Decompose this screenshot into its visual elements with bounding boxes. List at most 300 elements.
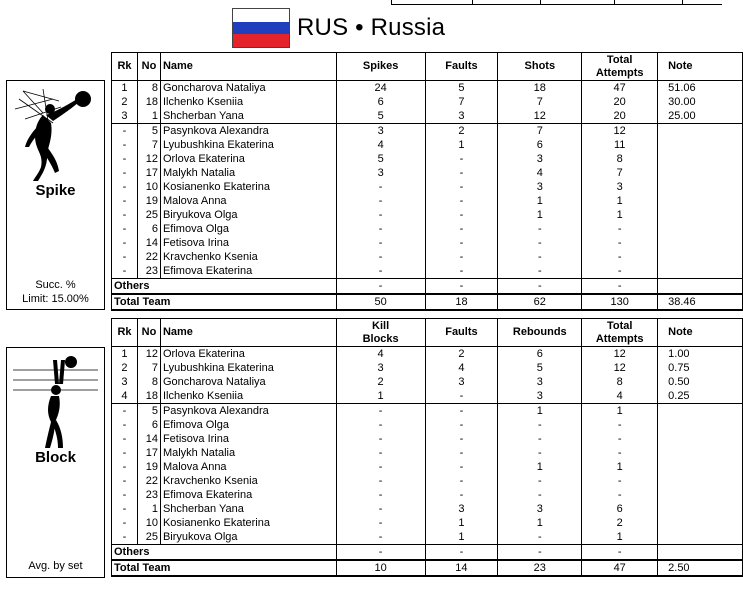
cell-c: 1: [498, 516, 582, 530]
cell-c: -: [498, 432, 582, 446]
cell-rk: 1: [112, 81, 138, 96]
block-avg-label: Avg. by set: [28, 560, 83, 572]
cell-a: 3: [336, 361, 425, 375]
cell-rk: -: [112, 222, 138, 236]
cell-c: -: [498, 250, 582, 264]
cell-b: -: [425, 418, 498, 432]
cell-b: 3: [425, 109, 498, 124]
cell-no: 22: [137, 474, 160, 488]
cell-a: 4: [336, 347, 425, 362]
cell-a: -: [336, 250, 425, 264]
cell-d: 12: [582, 124, 658, 139]
cell-e: [658, 502, 743, 516]
cell-b: -: [425, 545, 498, 561]
flag-stripe-white: [233, 9, 289, 22]
cell-b: -: [425, 432, 498, 446]
cell-c: 7: [498, 95, 582, 109]
cell-e: [658, 236, 743, 250]
cell-c: 3: [498, 152, 582, 166]
cell-a: 24: [336, 81, 425, 96]
cell-e: [658, 404, 743, 419]
cell-no: 6: [137, 418, 160, 432]
col-number-header: No: [137, 53, 160, 81]
table-row: [112, 347, 743, 362]
cell-d: -: [582, 236, 658, 250]
cell-rk: -: [112, 474, 138, 488]
cell-d: -: [582, 545, 658, 561]
col-kill-blocks-header: [336, 319, 425, 347]
cell-a: 1: [336, 389, 425, 404]
cell-e: [658, 180, 743, 194]
col-faults-header: Faults: [425, 319, 498, 347]
cell-rk: -: [112, 208, 138, 222]
cell-name: Orlova Ekaterina: [160, 347, 336, 362]
cell-a: 50: [336, 294, 425, 310]
block-stats-table: [111, 318, 743, 577]
cell-name: Goncharova Nataliya: [160, 81, 336, 96]
cell-b: -: [425, 166, 498, 180]
cell-e: [658, 446, 743, 460]
cell-rk: -: [112, 446, 138, 460]
cell-e: 0.75: [658, 361, 743, 375]
cell-name: Fetisova Irina: [160, 432, 336, 446]
others-row-label: Others: [112, 545, 337, 561]
col-total-attempts-header: [582, 319, 658, 347]
cell-no: 10: [137, 180, 160, 194]
cell-b: -: [425, 389, 498, 404]
cell-d: 8: [582, 152, 658, 166]
col-total-attempts-header: [582, 53, 658, 81]
cell-e: [658, 166, 743, 180]
cell-a: 5: [336, 109, 425, 124]
cell-d: 8: [582, 375, 658, 389]
cell-b: -: [425, 488, 498, 502]
col-rank-header: Rk: [112, 319, 138, 347]
cell-a: 10: [336, 560, 425, 576]
table-row: [112, 264, 743, 279]
cell-d: -: [582, 279, 658, 295]
cell-b: -: [425, 180, 498, 194]
col-total-attempts-line2: Attempts: [595, 332, 644, 345]
cell-c: -: [498, 264, 582, 279]
table-row: [112, 109, 743, 124]
cell-d: 2: [582, 516, 658, 530]
cell-c: 1: [498, 460, 582, 474]
cell-no: 17: [137, 166, 160, 180]
cell-name: Malykh Natalia: [160, 166, 336, 180]
cell-a: 5: [336, 152, 425, 166]
others-row: [112, 545, 743, 561]
cell-rk: -: [112, 138, 138, 152]
cell-a: -: [336, 446, 425, 460]
cell-rk: -: [112, 530, 138, 545]
cell-d: 3: [582, 180, 658, 194]
cell-a: -: [336, 432, 425, 446]
cell-c: 6: [498, 347, 582, 362]
cell-rk: 2: [112, 95, 138, 109]
cell-e: [658, 516, 743, 530]
table-row: [112, 404, 743, 419]
cell-rk: -: [112, 166, 138, 180]
cell-name: Malova Anna: [160, 460, 336, 474]
cell-e: 38.46: [658, 294, 743, 310]
cell-c: -: [498, 446, 582, 460]
cell-c: 3: [498, 389, 582, 404]
flag-stripe-red: [233, 34, 289, 47]
cell-name: Lyubushkina Ekaterina: [160, 138, 336, 152]
cell-b: 5: [425, 81, 498, 96]
cell-d: -: [582, 264, 658, 279]
cell-e: [658, 474, 743, 488]
cell-name: Biryukova Olga: [160, 530, 336, 545]
cell-name: Fetisova Irina: [160, 236, 336, 250]
cell-rk: 2: [112, 361, 138, 375]
total-team-row-label: Total Team: [112, 560, 337, 576]
cell-b: -: [425, 446, 498, 460]
cell-name: Goncharova Nataliya: [160, 375, 336, 389]
block-player-icon: [13, 354, 98, 449]
cell-e: [658, 530, 743, 545]
cell-a: -: [336, 264, 425, 279]
cell-name: Ilchenko Kseniia: [160, 95, 336, 109]
table-row: [112, 138, 743, 152]
table-row: [112, 95, 743, 109]
cell-e: [658, 460, 743, 474]
cell-c: 3: [498, 375, 582, 389]
cell-e: 25.00: [658, 109, 743, 124]
cell-a: -: [336, 460, 425, 474]
cell-no: 7: [137, 138, 160, 152]
cell-d: 47: [582, 560, 658, 576]
cell-c: 6: [498, 138, 582, 152]
table-row: [112, 389, 743, 404]
col-rebounds-header: Rebounds: [498, 319, 582, 347]
cell-name: Pasynkova Alexandra: [160, 404, 336, 419]
cell-b: 7: [425, 95, 498, 109]
cell-c: -: [498, 488, 582, 502]
table-row: [112, 194, 743, 208]
cell-c: -: [498, 418, 582, 432]
cell-no: 25: [137, 208, 160, 222]
cell-no: 19: [137, 460, 160, 474]
cell-d: 1: [582, 530, 658, 545]
cell-c: -: [498, 279, 582, 295]
cell-name: Kravchenko Ksenia: [160, 250, 336, 264]
table-row: [112, 166, 743, 180]
cell-no: 1: [137, 502, 160, 516]
cell-no: 10: [137, 516, 160, 530]
cell-no: 7: [137, 361, 160, 375]
col-rank-header: Rk: [112, 53, 138, 81]
spike-limit-label: Limit: 15.00%: [22, 293, 89, 305]
cell-b: -: [425, 250, 498, 264]
cell-no: 18: [137, 389, 160, 404]
cell-e: [658, 152, 743, 166]
cell-b: -: [425, 460, 498, 474]
cell-b: -: [425, 194, 498, 208]
col-note-header: Note: [658, 53, 743, 81]
cell-name: Malova Anna: [160, 194, 336, 208]
cell-rk: -: [112, 124, 138, 139]
cell-e: [658, 124, 743, 139]
cell-e: 1.00: [658, 347, 743, 362]
cell-a: -: [336, 418, 425, 432]
table-row: [112, 208, 743, 222]
cell-name: Efimova Olga: [160, 222, 336, 236]
cell-a: -: [336, 488, 425, 502]
cell-no: 5: [137, 124, 160, 139]
table-row: [112, 530, 743, 545]
cell-d: -: [582, 222, 658, 236]
cell-rk: 3: [112, 375, 138, 389]
cell-d: 1: [582, 404, 658, 419]
cell-rk: 4: [112, 389, 138, 404]
cell-rk: -: [112, 264, 138, 279]
cell-b: 1: [425, 138, 498, 152]
cell-b: -: [425, 264, 498, 279]
cell-name: Efimova Ekaterina: [160, 264, 336, 279]
table-row: [112, 432, 743, 446]
table-row: [112, 474, 743, 488]
cell-a: -: [336, 516, 425, 530]
col-name-header: Name: [160, 53, 336, 81]
cell-no: 25: [137, 530, 160, 545]
cell-a: 2: [336, 375, 425, 389]
cell-a: 3: [336, 166, 425, 180]
cell-c: -: [498, 236, 582, 250]
cell-rk: -: [112, 432, 138, 446]
cell-b: 14: [425, 560, 498, 576]
cell-e: 30.00: [658, 95, 743, 109]
cell-b: -: [425, 222, 498, 236]
col-kill-blocks-line1: Kill: [372, 319, 390, 332]
cell-name: Kravchenko Ksenia: [160, 474, 336, 488]
cell-b: 18: [425, 294, 498, 310]
cell-d: 7: [582, 166, 658, 180]
cell-c: 3: [498, 502, 582, 516]
cell-name: Efimova Ekaterina: [160, 488, 336, 502]
cell-no: 18: [137, 95, 160, 109]
cell-no: 6: [137, 222, 160, 236]
cell-c: 23: [498, 560, 582, 576]
cell-c: 7: [498, 124, 582, 139]
table-row: [112, 250, 743, 264]
cell-a: 3: [336, 124, 425, 139]
col-shots-header: Shots: [498, 53, 582, 81]
cell-d: 130: [582, 294, 658, 310]
cell-e: [658, 222, 743, 236]
flag-stripe-blue: [233, 22, 289, 35]
cell-a: -: [336, 236, 425, 250]
cell-rk: -: [112, 180, 138, 194]
cell-rk: -: [112, 516, 138, 530]
team-header: [232, 8, 445, 48]
col-note-header: Note: [658, 319, 743, 347]
cell-a: -: [336, 208, 425, 222]
cell-c: 1: [498, 194, 582, 208]
cell-no: 19: [137, 194, 160, 208]
col-total-attempts-line2: Attempts: [595, 66, 644, 79]
total-team-row: [112, 294, 743, 310]
cell-d: -: [582, 432, 658, 446]
cell-b: 2: [425, 347, 498, 362]
table-row: [112, 124, 743, 139]
cell-b: 4: [425, 361, 498, 375]
cell-d: 11: [582, 138, 658, 152]
table-row: [112, 81, 743, 96]
cell-b: -: [425, 474, 498, 488]
cell-a: -: [336, 404, 425, 419]
table-row: [112, 516, 743, 530]
cell-e: [658, 138, 743, 152]
cell-e: [658, 432, 743, 446]
table-row: [112, 375, 743, 389]
cell-name: Biryukova Olga: [160, 208, 336, 222]
cell-rk: -: [112, 502, 138, 516]
spike-header-row: [112, 53, 743, 81]
cell-rk: -: [112, 194, 138, 208]
cell-b: 1: [425, 530, 498, 545]
cell-e: [658, 208, 743, 222]
cell-name: Orlova Ekaterina: [160, 152, 336, 166]
cell-b: -: [425, 279, 498, 295]
cell-a: -: [336, 502, 425, 516]
russia-flag-icon: [232, 8, 290, 48]
cell-d: -: [582, 488, 658, 502]
team-title: RUS • Russia: [297, 14, 446, 41]
cell-name: Shcherban Yana: [160, 109, 336, 124]
table-row: [112, 236, 743, 250]
cell-c: 1: [498, 208, 582, 222]
cell-c: -: [498, 530, 582, 545]
cell-b: 2: [425, 124, 498, 139]
cell-b: -: [425, 152, 498, 166]
cell-a: 6: [336, 95, 425, 109]
cell-b: 1: [425, 516, 498, 530]
cell-a: -: [336, 474, 425, 488]
cell-no: 23: [137, 264, 160, 279]
cell-b: -: [425, 404, 498, 419]
table-row: [112, 180, 743, 194]
cell-d: 20: [582, 95, 658, 109]
table-row: [112, 222, 743, 236]
cell-name: Shcherban Yana: [160, 502, 336, 516]
cell-e: [658, 418, 743, 432]
cell-no: 22: [137, 250, 160, 264]
cell-no: 8: [137, 375, 160, 389]
cell-b: 3: [425, 375, 498, 389]
spike-skill-panel: [6, 80, 105, 310]
cell-no: 14: [137, 236, 160, 250]
cell-name: Malykh Natalia: [160, 446, 336, 460]
cell-no: 17: [137, 446, 160, 460]
cell-b: 3: [425, 502, 498, 516]
cell-c: -: [498, 545, 582, 561]
table-row: [112, 446, 743, 460]
previous-table-edge: [391, 0, 722, 5]
cell-b: -: [425, 208, 498, 222]
cell-b: -: [425, 236, 498, 250]
total-team-row: [112, 560, 743, 576]
block-skill-title: Block: [35, 449, 76, 466]
cell-no: 12: [137, 347, 160, 362]
block-skill-panel: [6, 347, 105, 578]
cell-rk: -: [112, 488, 138, 502]
cell-e: [658, 194, 743, 208]
block-header-row: [112, 319, 743, 347]
cell-d: 1: [582, 208, 658, 222]
cell-d: 12: [582, 361, 658, 375]
cell-rk: -: [112, 250, 138, 264]
cell-a: -: [336, 530, 425, 545]
col-faults-header: Faults: [425, 53, 498, 81]
cell-e: [658, 545, 743, 561]
cell-c: 5: [498, 361, 582, 375]
cell-no: 14: [137, 432, 160, 446]
table-row: [112, 502, 743, 516]
cell-d: 6: [582, 502, 658, 516]
spike-skill-title: Spike: [35, 182, 76, 199]
cell-e: [658, 264, 743, 279]
col-name-header: Name: [160, 319, 336, 347]
total-team-row-label: Total Team: [112, 294, 337, 310]
cell-name: Pasynkova Alexandra: [160, 124, 336, 139]
cell-name: Kosianenko Ekaterina: [160, 516, 336, 530]
cell-rk: 1: [112, 347, 138, 362]
cell-a: -: [336, 194, 425, 208]
cell-e: [658, 250, 743, 264]
cell-e: 0.25: [658, 389, 743, 404]
spike-stats-table: [111, 52, 743, 311]
cell-e: [658, 488, 743, 502]
cell-c: 12: [498, 109, 582, 124]
table-row: [112, 361, 743, 375]
col-spikes-header: Spikes: [336, 53, 425, 81]
cell-d: 1: [582, 460, 658, 474]
cell-name: Kosianenko Ekaterina: [160, 180, 336, 194]
cell-rk: -: [112, 236, 138, 250]
col-total-attempts-line1: Total: [606, 319, 633, 332]
cell-no: 8: [137, 81, 160, 96]
cell-d: 12: [582, 347, 658, 362]
cell-d: 1: [582, 194, 658, 208]
table-row: [112, 460, 743, 474]
cell-c: 62: [498, 294, 582, 310]
table-row: [112, 152, 743, 166]
cell-d: -: [582, 418, 658, 432]
cell-c: 1: [498, 404, 582, 419]
cell-d: -: [582, 446, 658, 460]
cell-e: 2.50: [658, 560, 743, 576]
cell-a: 4: [336, 138, 425, 152]
table-row: [112, 488, 743, 502]
table-row: [112, 418, 743, 432]
cell-a: -: [336, 222, 425, 236]
cell-d: -: [582, 474, 658, 488]
cell-no: 5: [137, 404, 160, 419]
col-number-header: No: [137, 319, 160, 347]
cell-a: -: [336, 180, 425, 194]
cell-c: 3: [498, 180, 582, 194]
col-total-attempts-line1: Total: [606, 53, 633, 66]
cell-d: 47: [582, 81, 658, 96]
cell-rk: -: [112, 418, 138, 432]
spike-succ-label: Succ. %: [35, 279, 76, 291]
others-row-label: Others: [112, 279, 337, 295]
cell-rk: -: [112, 404, 138, 419]
cell-rk: -: [112, 460, 138, 474]
cell-name: Lyubushkina Ekaterina: [160, 361, 336, 375]
